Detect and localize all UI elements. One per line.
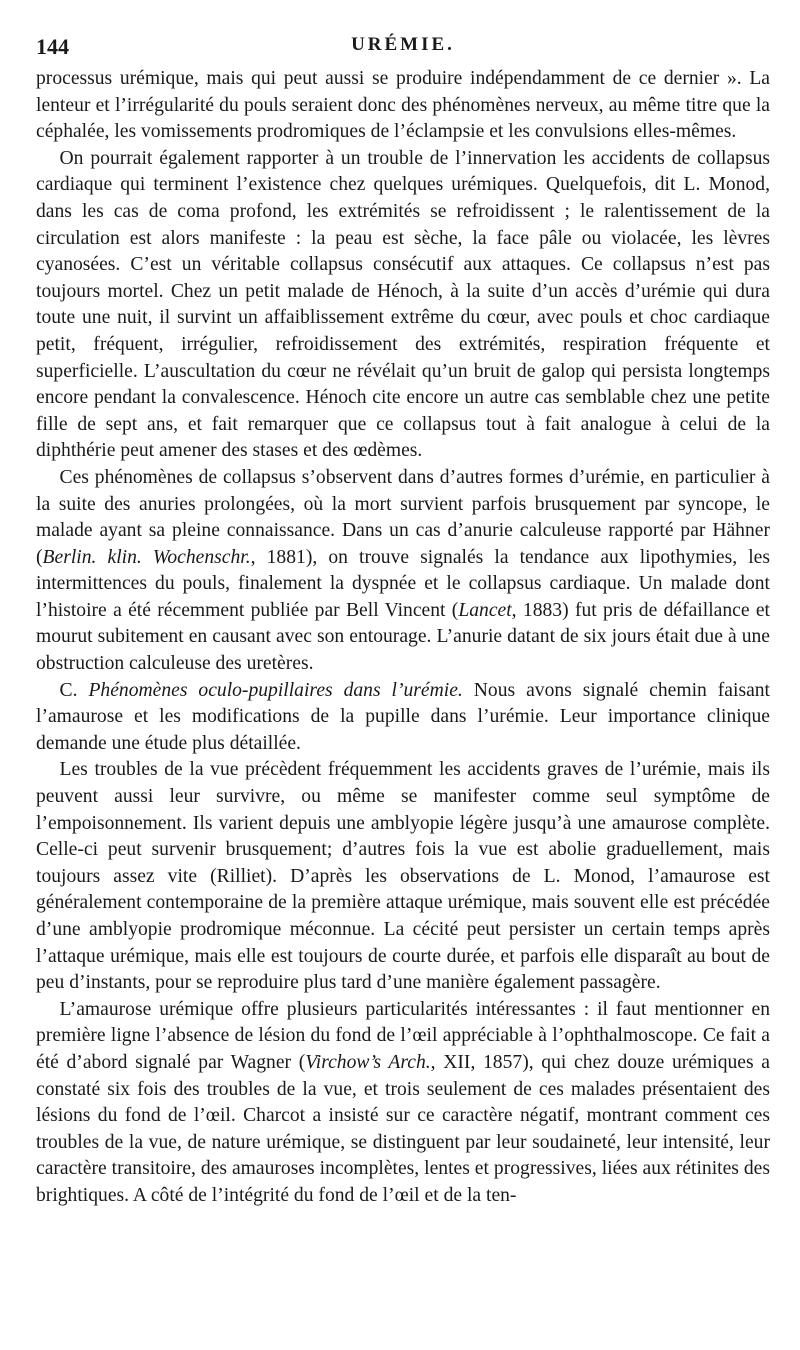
paragraph-troubles-vue (36, 757, 770, 996)
paragraph-anuries (36, 465, 770, 678)
citation-journal: Virchow’s Arch. (305, 1051, 431, 1073)
paragraph-text: L’amaurose urémique offre plusieurs particularités intéressantes : il faut mentionner en première ligne l’absence de lésion du fond de l’œil appréciable à l’ophthalmoscope. Ce fait a été d’abord signalé par Wagner ( (36, 998, 770, 1073)
page-number: 144 (36, 34, 69, 59)
paragraph-amaurose (36, 997, 770, 1210)
paragraph-text: Nous avons signalé chemin faisant l’amaurose et les modifications de la pupille dans l’urémie. Leur importance clinique demande une étude plus détaillée. (36, 679, 771, 754)
paragraph-text: , 1881), on trouve signalés la tendance aux lipothymies, les intermittences du pouls, finalement la dyspnée et le collapsus cardiaque. Un malade dont l’histoire a été récemment publiée par Bell Vincent ( (36, 546, 770, 621)
page-header (36, 30, 770, 66)
paragraph-text: Les troubles de la vue précèdent fréquemment les accidents graves de l’urémie, mais ils peuvent aussi leur survivre, ou même se manifester comme seul symptôme de l’empoisonnement. Ils varient depuis une amblyopie légère jusqu’à une amaurose complète. Celle-ci peut survenir brusquement; d’autres fois la vue est abolie graduellement, mais toujours assez vite (Rilliet). D’après les observations de L. Monod, l’amaurose est généralement contemporaine de la première attaque urémique, mais souvent elle est précédée d’une amblyopie prodromique méconnue. La cécité peut persister un certain temps après l’attaque urémique, mais elle est toujours de courte durée, et parfois elle disparaît au bout de peu d’instants, pour se reproduire plus tard d’une manière également passagère. (36, 759, 770, 994)
citation-journal: Berlin. klin. Wochenschr. (42, 546, 251, 568)
page-body (36, 66, 770, 1210)
citation-journal: Lancet (458, 599, 512, 621)
paragraph-continued (36, 66, 770, 146)
paragraph-text: On pourrait également rapporter à un trouble de l’innervation les accidents de collapsus cardiaque qui terminent l’existence chez quelques urémiques. Quelquefois, dit L. Monod, dans les cas de coma profond, les extrémités se refroidissent ; le ralentissement de la circulation est alors manifeste : la peau est sèche, la face pâle ou violacée, les lèvres cyanosées. C’est un véritable collapsus consécutif aux attaques. Ce collapsus n’est pas toujours mortel. Chez un petit malade de Hénoch, à la suite d’un accès d’urémie qui dura toute une nuit, il survint un affaiblissement extrême du cœur, avec pouls et choc cardiaque petit, fréquent, irrégulier, refroidissement des extrémités, respiration fréquente et superficielle. L’auscultation du cœur ne révélait qu’un bruit de galop qui persista longtemps encore pendant la convalescence. Hénoch cite encore un autre cas semblable chez une petite fille de sept ans, et fait remarquer que ce collapsus tout à fait analogue à celui de la diphthérie peut amener des stases et des œdèmes. (36, 147, 770, 462)
paragraph-text: processus urémique, mais qui peut aussi se produire indépendamment de ce dernier ». La lenteur et l’irrégularité du pouls seraient donc des phénomènes nerveux, au même titre que la céphalée, les vomissements prodromiques de l’éclampsie et les convulsions elles-mêmes. (36, 68, 770, 143)
running-title: URÉMIE. (351, 34, 455, 55)
section-heading-paragraph (36, 678, 770, 758)
paragraph-collapsus (36, 146, 770, 465)
section-title: Phénomènes oculo-pupillaires dans l’urémie. (88, 679, 463, 701)
paragraph-text: Ces phénomènes de collapsus s’observent dans d’autres formes d’urémie, en particulier à la suite des anuries prolongées, où la mort survient parfois brusquement par syncope, le malade ayant sa pleine connaissance. Dans un cas d’anurie calculeuse rapporté par Hähner ( (36, 466, 770, 568)
section-label: C. (59, 679, 78, 701)
paragraph-text: , XII, 1857), qui chez douze urémiques a constaté six fois des troubles de la vue, et trois seulement de ces malades présentaient des lésions du fond de l’œil. Charcot a insisté sur ce caractère négatif, montrant comment ces troubles de la vue, de nature urémique, se distinguent par leur soudaineté, leur intensité, leur caractère transitoire, des amauroses incomplètes, lentes et progressives, liées aux rétinites des brightiques. A côté de l’intégrité du fond de l’œil et de la ten- (36, 1051, 770, 1206)
paragraph-text: , 1883) fut pris de défaillance et mourut subitement en causant avec son entourage. L’anurie datant de six jours était due à une obstruction calculeuse des uretères. (36, 599, 771, 675)
